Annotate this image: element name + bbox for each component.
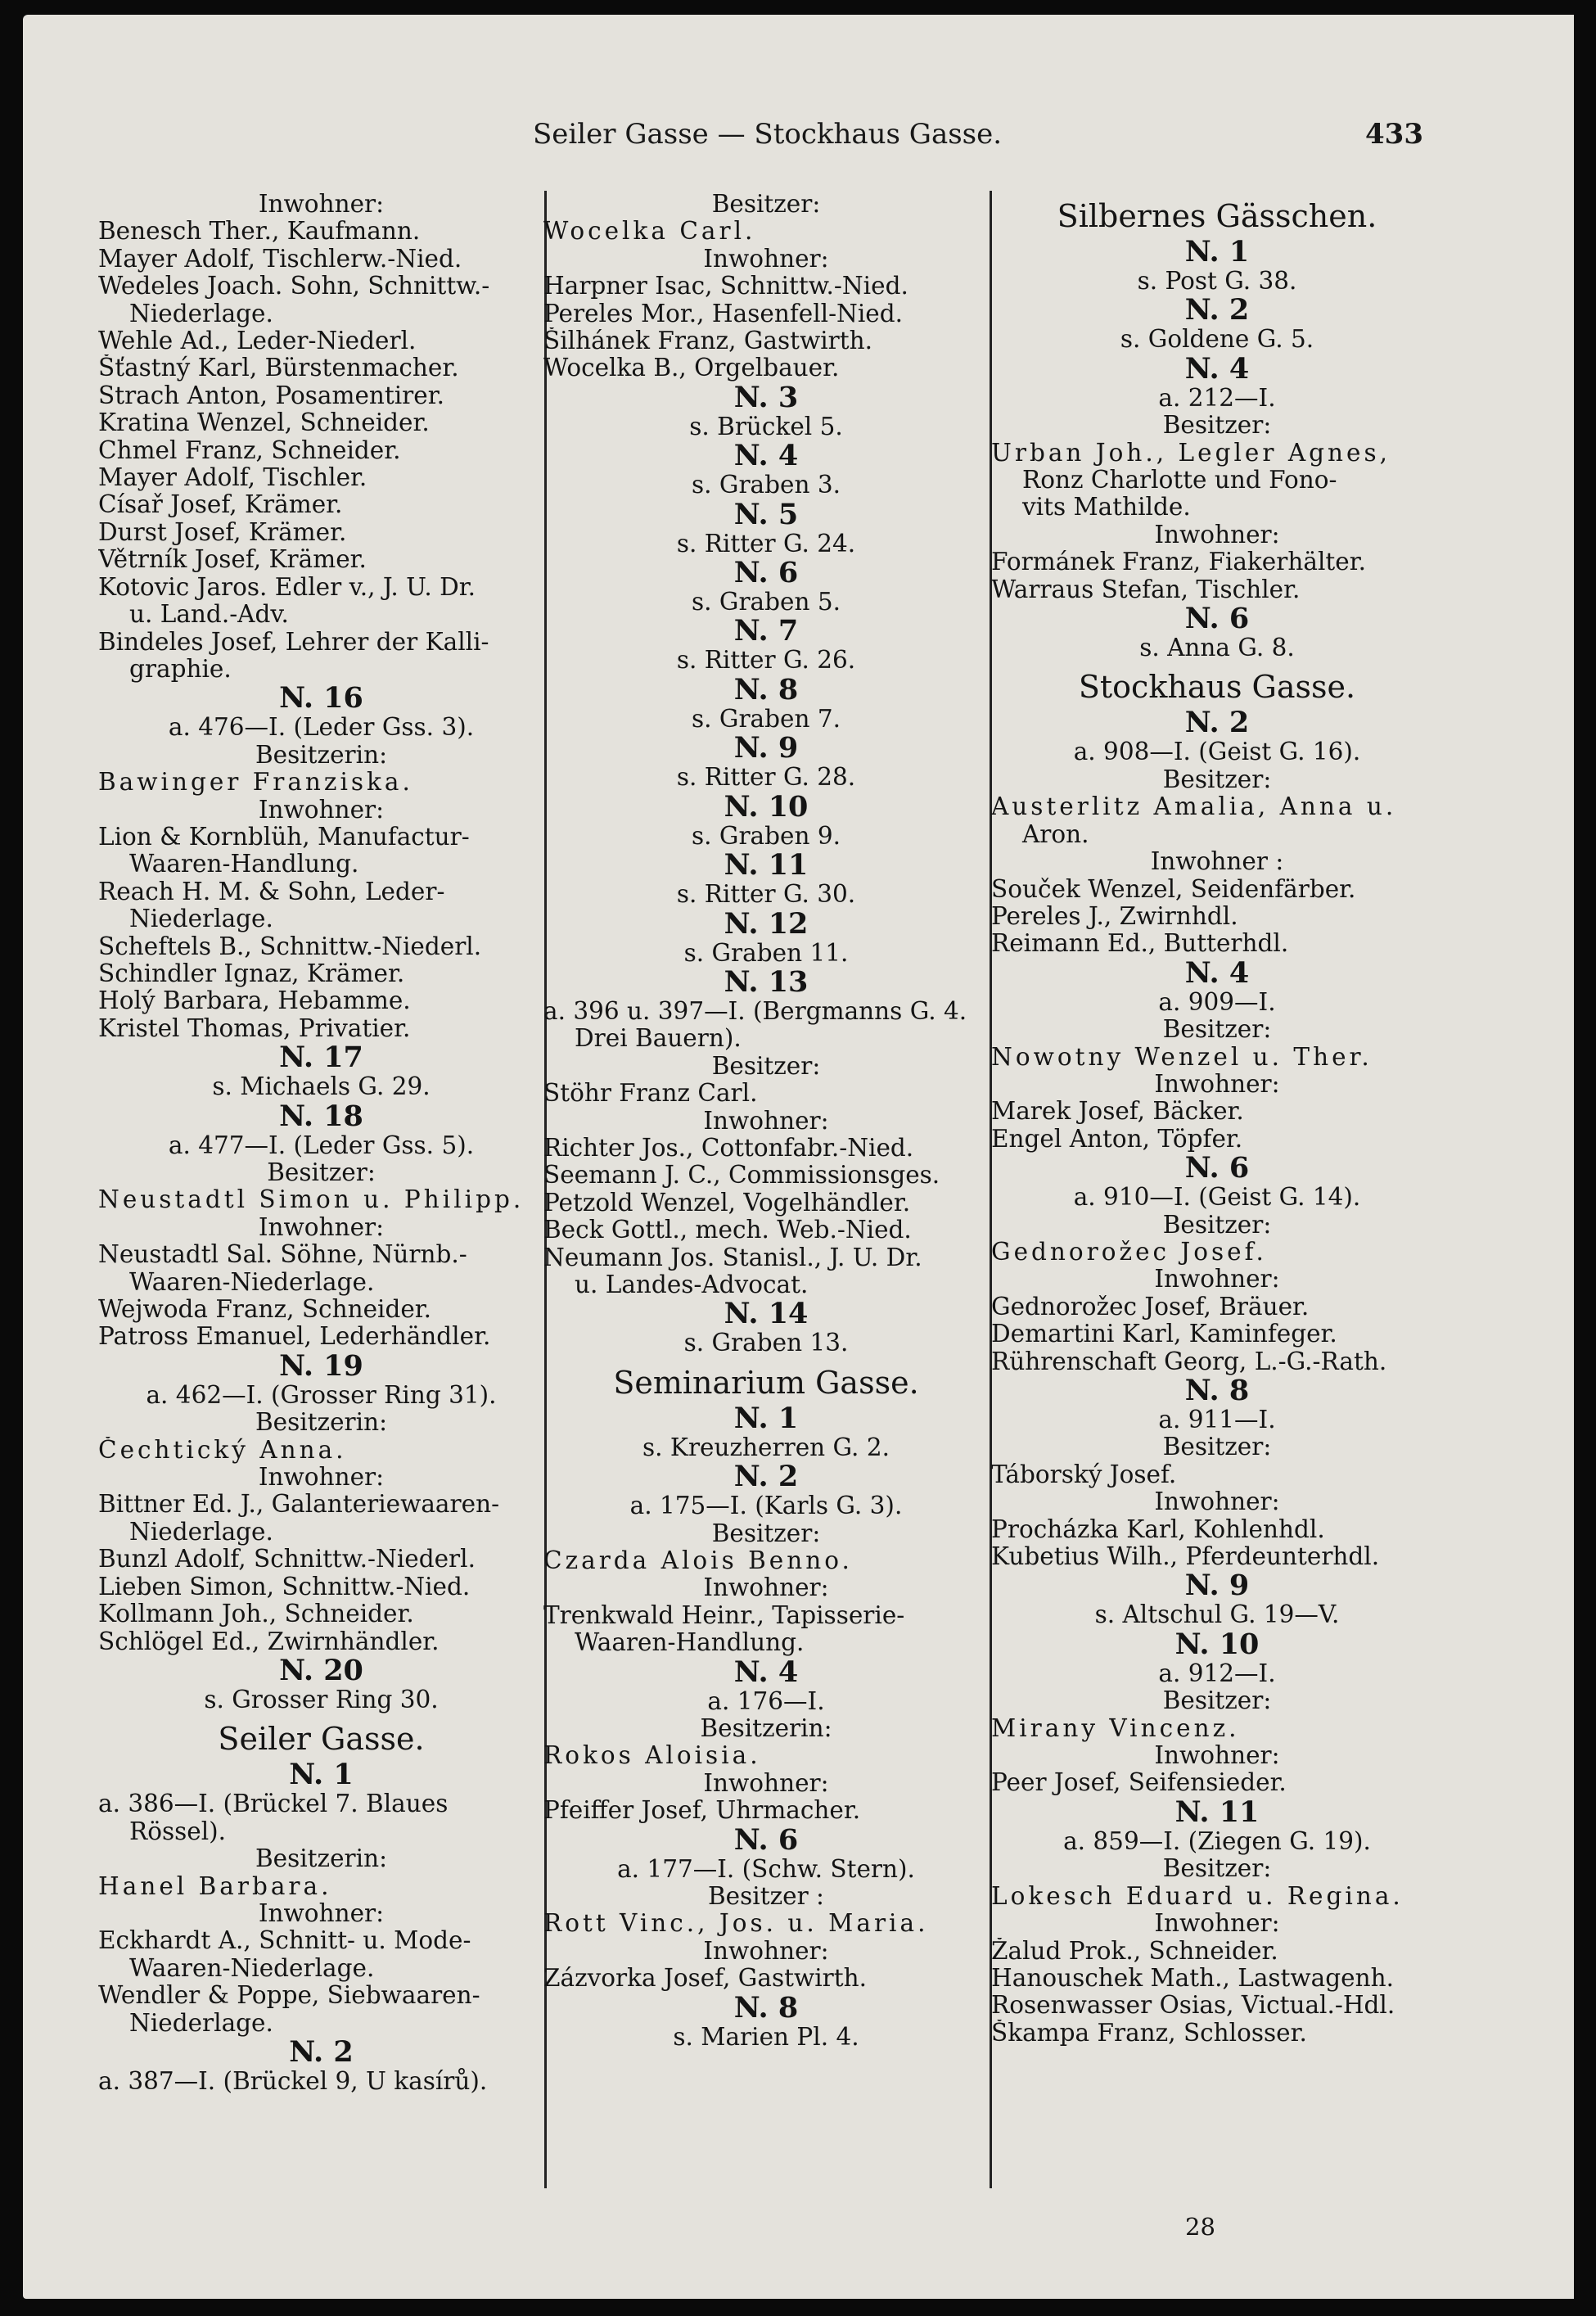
entry-line: Škampa Franz, Schlosser. bbox=[991, 2019, 1307, 2047]
centered-line: Inwohner: bbox=[1154, 521, 1280, 549]
entry-line: Kollmann Joh., Schneider. bbox=[98, 1600, 414, 1628]
house-number: N. 4 bbox=[733, 439, 799, 473]
centered-line: Inwohner: bbox=[258, 1213, 385, 1241]
centered-line: Inwohner: bbox=[1154, 1910, 1280, 1938]
centered-line: s. Anna G. 8. bbox=[1139, 634, 1295, 662]
entry-line: Warraus Stefan, Tischler. bbox=[991, 576, 1301, 603]
entry-line: Durst Josef, Krämer. bbox=[98, 518, 347, 546]
continuation-line: u. Landes-Advocat. bbox=[575, 1271, 809, 1298]
entry-line: Mayer Adolf, Tischlerw.-Nied. bbox=[98, 245, 462, 273]
continuation-line: Waaren-Niederlage. bbox=[129, 1268, 375, 1296]
entry-line: Seemann J. C., Commissionsges. bbox=[543, 1162, 940, 1190]
entry-line: Neumann Jos. Stanisl., J. U. Dr. bbox=[543, 1244, 922, 1271]
centered-line: Inwohner: bbox=[258, 796, 385, 824]
centered-line: Inwohner : bbox=[1150, 848, 1284, 876]
entry-line: Žalud Prok., Schneider. bbox=[991, 1937, 1278, 1965]
centered-line: a. 912—I. bbox=[1158, 1659, 1276, 1687]
centered-line: Besitzer: bbox=[1162, 412, 1272, 440]
entry-line: Wedeles Joach. Sohn, Schnittw.- bbox=[98, 273, 490, 300]
centered-line: a. 175—I. (Karls G. 3). bbox=[629, 1492, 903, 1520]
entry-line: Benesch Ther., Kaufmann. bbox=[98, 218, 421, 246]
centered-line: a. 476—I. (Leder Gss. 3). bbox=[168, 714, 475, 742]
street-heading: Seiler Gasse. bbox=[218, 1721, 425, 1758]
centered-line: Inwohner: bbox=[258, 1464, 385, 1492]
street-heading: Stockhaus Gasse. bbox=[1078, 669, 1356, 706]
entry-line: Scheftels B., Schnittw.-Niederl. bbox=[98, 932, 482, 960]
centered-line: Inwohner: bbox=[1154, 1742, 1280, 1770]
house-number: N. 11 bbox=[724, 848, 809, 883]
entry-line: Procházka Karl, Kohlenhdl. bbox=[991, 1515, 1325, 1543]
entry-line: Kubetius Wilh., Pferdeunterhdl. bbox=[991, 1543, 1380, 1571]
centered-line: Besitzer: bbox=[711, 191, 821, 218]
street-heading: Seminarium Gasse. bbox=[613, 1364, 919, 1401]
centered-line: Inwohner: bbox=[703, 1107, 829, 1135]
continuation-line: Waaren-Handlung. bbox=[575, 1629, 805, 1657]
house-number: N. 1 bbox=[289, 1758, 354, 1792]
centered-line: Inwohner: bbox=[1154, 1488, 1280, 1516]
centered-line: s. Ritter G. 24. bbox=[676, 530, 856, 558]
centered-line: a. 212—I. bbox=[1158, 384, 1276, 412]
continuation-line: Niederlage. bbox=[129, 300, 273, 327]
centered-line: s. Brückel 5. bbox=[689, 413, 843, 440]
entry-line: Šťastný Karl, Bürstenmacher. bbox=[98, 354, 459, 382]
house-number: N. 6 bbox=[733, 556, 799, 590]
centered-line: s. Goldene G. 5. bbox=[1120, 326, 1314, 354]
entry-line: Wejwoda Franz, Schneider. bbox=[98, 1296, 432, 1324]
entry-line: Kotovic Jaros. Edler v., J. U. Dr. bbox=[98, 573, 476, 601]
centered-line: Besitzer : bbox=[708, 1883, 824, 1911]
entry-line: Rosenwasser Osias, Victual.-Hdl. bbox=[991, 1992, 1395, 2020]
centered-line: Besitzer: bbox=[1162, 1211, 1272, 1239]
entry-line: Wendler & Poppe, Siebwaaren- bbox=[98, 1982, 480, 2010]
house-number: N. 5 bbox=[733, 497, 799, 531]
centered-line: s. Graben 9. bbox=[691, 822, 841, 850]
owner-line: Nowotny Wenzel u. Ther. bbox=[991, 1043, 1373, 1071]
centered-line: a. 859—I. (Ziegen G. 19). bbox=[1063, 1827, 1371, 1855]
centered-line: Inwohner: bbox=[703, 1574, 829, 1602]
entry-line: Zázvorka Josef, Gastwirth. bbox=[543, 1965, 867, 1993]
centered-line: a. 477—I. (Leder Gss. 5). bbox=[168, 1131, 475, 1159]
centered-line: s. Post G. 38. bbox=[1137, 268, 1297, 295]
entry-line: Stöhr Franz Carl. bbox=[543, 1080, 758, 1108]
centered-line: a. 462—I. (Grosser Ring 31). bbox=[146, 1381, 497, 1409]
house-number: N. 2 bbox=[733, 1460, 799, 1494]
continuation-line: graphie. bbox=[129, 655, 232, 683]
entry-line: Petzold Wenzel, Vogelhändler. bbox=[543, 1189, 911, 1217]
entry-line: Kratina Wenzel, Schneider. bbox=[98, 409, 430, 437]
continuation-line: Rössel). bbox=[129, 1817, 227, 1845]
entry-line: Richter Jos., Cottonfabr.-Nied. bbox=[543, 1134, 914, 1162]
owner-line: Rokos Aloisia. bbox=[543, 1742, 761, 1770]
page-number: 433 bbox=[1365, 118, 1423, 151]
entry-line: Rührenschaft Georg, L.-G.-Rath. bbox=[991, 1348, 1387, 1375]
centered-line: s. Graben 11. bbox=[683, 939, 849, 967]
entry-line: Peer Josef, Seifensieder. bbox=[991, 1769, 1287, 1797]
centered-line: Besitzer: bbox=[1162, 1016, 1272, 1044]
entry-line: a. 396 u. 397—I. (Bergmanns G. 4. bbox=[543, 997, 967, 1025]
entry-line: Engel Anton, Töpfer. bbox=[991, 1125, 1243, 1153]
owner-line: Urban Joh., Legler Agnes, bbox=[991, 439, 1391, 467]
entry-line: Neustadtl Sal. Söhne, Nürnb.- bbox=[98, 1241, 467, 1269]
continuation-line: Waaren-Handlung. bbox=[129, 851, 359, 878]
centered-line: s. Graben 3. bbox=[691, 472, 841, 499]
entry-line: Šilhánek Franz, Gastwirth. bbox=[543, 327, 872, 355]
house-number: N. 6 bbox=[733, 1822, 799, 1857]
signature-mark: 28 bbox=[1185, 2213, 1215, 2241]
owner-line: Wocelka Carl. bbox=[543, 218, 756, 246]
entry-line: Holý Barbara, Hebamme. bbox=[98, 987, 411, 1015]
entry-line: Formánek Franz, Fiakerhälter. bbox=[991, 549, 1366, 576]
house-number: N. 4 bbox=[1184, 351, 1250, 386]
column-1 bbox=[98, 191, 544, 2095]
entry-line: Pereles J., Zwirnhdl. bbox=[991, 902, 1238, 930]
centered-line: Inwohner: bbox=[258, 191, 385, 218]
house-number: N. 10 bbox=[724, 789, 809, 824]
entry-line: Beck Gottl., mech. Web.-Nied. bbox=[543, 1217, 912, 1244]
owner-line: Mirany Vincenz. bbox=[991, 1714, 1240, 1742]
house-number: N. 1 bbox=[1184, 235, 1250, 269]
centered-line: a. 911—I. bbox=[1158, 1406, 1276, 1433]
centered-line: a. 176—I. bbox=[707, 1687, 825, 1715]
entry-line: Marek Josef, Bäcker. bbox=[991, 1098, 1244, 1126]
centered-line: s. Michaels G. 29. bbox=[212, 1073, 431, 1101]
entry-line: Wehle Ad., Leder-Niederl. bbox=[98, 327, 417, 355]
entry-line: Souček Wenzel, Seidenfärber. bbox=[991, 875, 1356, 903]
house-number: N. 11 bbox=[1174, 1795, 1260, 1829]
entry-line: Lion & Kornblüh, Manufactur- bbox=[98, 823, 470, 851]
continuation-line: Aron. bbox=[1022, 820, 1089, 848]
continuation-line: Niederlage. bbox=[129, 1518, 273, 1546]
continuation-line: Waaren-Niederlage. bbox=[129, 1954, 375, 1982]
house-number: N. 13 bbox=[724, 964, 809, 999]
entry-line: Císař Josef, Krämer. bbox=[98, 491, 343, 519]
entry-line: Větrník Josef, Krämer. bbox=[98, 546, 367, 574]
entry-line: Reach H. M. & Sohn, Leder- bbox=[98, 878, 445, 905]
house-number: N. 3 bbox=[733, 380, 799, 414]
owner-line: Austerlitz Amalia, Anna u. bbox=[991, 793, 1397, 821]
page-header bbox=[23, 118, 1574, 167]
owner-line: Hanel Barbara. bbox=[98, 1872, 332, 1900]
entry-line: Mayer Adolf, Tischler. bbox=[98, 464, 367, 492]
centered-line: Besitzer: bbox=[711, 1519, 821, 1547]
continuation-line: Ronz Charlotte und Fono- bbox=[1022, 467, 1337, 494]
entry-line: Lieben Simon, Schnittw.-Nied. bbox=[98, 1573, 471, 1600]
centered-line: Inwohner: bbox=[703, 1769, 829, 1797]
house-number: N. 1 bbox=[733, 1401, 799, 1435]
house-number: N. 2 bbox=[1184, 706, 1250, 740]
entry-line: Demartini Karl, Kaminfeger. bbox=[991, 1321, 1337, 1348]
centered-line: Besitzerin: bbox=[255, 1845, 388, 1873]
street-heading: Silbernes Gässchen. bbox=[1057, 198, 1377, 234]
centered-line: Inwohner: bbox=[1154, 1266, 1280, 1293]
entry-line: Gednorožec Josef, Bräuer. bbox=[991, 1293, 1310, 1321]
entry-line: Pereles Mor., Hasenfell-Nied. bbox=[543, 300, 903, 327]
house-number: N. 12 bbox=[724, 906, 809, 941]
centered-line: s. Ritter G. 26. bbox=[676, 647, 856, 675]
centered-line: s. Altschul G. 19—V. bbox=[1094, 1601, 1340, 1629]
owner-line: Čechtický Anna. bbox=[98, 1436, 347, 1464]
entry-line: Strach Anton, Posamentirer. bbox=[98, 381, 444, 409]
owner-line: Czarda Alois Benno. bbox=[543, 1547, 853, 1574]
house-number: N. 14 bbox=[724, 1297, 809, 1331]
centered-line: s. Kreuzherren G. 2. bbox=[642, 1433, 890, 1461]
centered-line: Besitzer: bbox=[1162, 765, 1272, 793]
centered-line: Inwohner: bbox=[1154, 1070, 1280, 1098]
centered-line: Besitzerin: bbox=[255, 1409, 388, 1437]
document-page bbox=[23, 15, 1574, 2299]
owner-line: Lokesch Eduard u. Regina. bbox=[991, 1882, 1404, 1910]
owner-line: Bawinger Franziska. bbox=[98, 769, 413, 797]
continuation-line: u. Land.-Adv. bbox=[129, 601, 289, 629]
centered-line: Besitzer: bbox=[1162, 1433, 1272, 1461]
entry-line: Táborský Josef. bbox=[991, 1460, 1177, 1488]
centered-line: Inwohner: bbox=[258, 1899, 385, 1927]
entry-line: Harpner Isac, Schnittw.-Nied. bbox=[543, 273, 908, 300]
centered-line: s. Graben 7. bbox=[691, 705, 841, 733]
centered-line: s. Graben 13. bbox=[683, 1330, 849, 1357]
centered-line: a. 908—I. (Geist G. 16). bbox=[1073, 738, 1361, 766]
centered-line: Inwohner: bbox=[703, 245, 829, 273]
centered-line: Besitzerin: bbox=[255, 741, 388, 769]
house-number: N. 20 bbox=[279, 1653, 363, 1687]
house-number: N. 17 bbox=[279, 1041, 363, 1075]
entry-line: Pfeiffer Josef, Uhrmacher. bbox=[543, 1797, 861, 1825]
centered-line: s. Ritter G. 28. bbox=[676, 764, 856, 792]
entry-line: a. 386—I. (Brückel 7. Blaues bbox=[98, 1790, 449, 1818]
house-number: N. 6 bbox=[1184, 602, 1250, 636]
owner-line: Neustadtl Simon u. Philipp. bbox=[98, 1186, 525, 1214]
house-number: N. 6 bbox=[1184, 1151, 1250, 1185]
entry-line: Hanouschek Math., Lastwagenh. bbox=[991, 1964, 1394, 1992]
owner-line: Rott Vinc., Jos. u. Maria. bbox=[543, 1910, 929, 1938]
house-number: N. 7 bbox=[733, 614, 799, 648]
centered-line: a. 909—I. bbox=[1158, 988, 1276, 1016]
entry-line: a. 387—I. (Brückel 9, U kasírů). bbox=[98, 2067, 488, 2095]
owner-line: Gednorožec Josef. bbox=[991, 1238, 1267, 1266]
house-number: N. 8 bbox=[1184, 1374, 1250, 1407]
centered-line: s. Graben 5. bbox=[691, 589, 841, 616]
house-number: N. 9 bbox=[1184, 1569, 1250, 1603]
entry-line: Trenkwald Heinr., Tapisserie- bbox=[543, 1601, 905, 1629]
centered-line: s. Marien Pl. 4. bbox=[673, 2023, 859, 2051]
house-number: N. 2 bbox=[1184, 293, 1250, 327]
entry-line: Wocelka B., Orgelbauer. bbox=[543, 354, 840, 382]
entry-line: Reimann Ed., Butterhdl. bbox=[991, 930, 1289, 958]
house-number: N. 16 bbox=[279, 681, 363, 716]
house-number: N. 10 bbox=[1174, 1627, 1260, 1661]
entry-line: Eckhardt A., Schnitt- u. Mode- bbox=[98, 1927, 471, 1955]
centered-line: Besitzer: bbox=[267, 1159, 376, 1186]
column-2 bbox=[543, 191, 989, 2051]
continuation-line: Niederlage. bbox=[129, 2009, 273, 2037]
entry-line: Kristel Thomas, Privatier. bbox=[98, 1014, 411, 1042]
house-number: N. 8 bbox=[733, 1990, 799, 2025]
continuation-line: vits Mathilde. bbox=[1022, 494, 1191, 521]
entry-line: Schindler Ignaz, Krämer. bbox=[98, 959, 405, 987]
house-number: N. 9 bbox=[733, 731, 799, 765]
house-number: N. 4 bbox=[1184, 955, 1250, 990]
centered-line: Besitzer: bbox=[1162, 1855, 1272, 1883]
continuation-line: Niederlage. bbox=[129, 905, 273, 933]
entry-line: Chmel Franz, Schneider. bbox=[98, 436, 401, 464]
house-number: N. 19 bbox=[279, 1348, 363, 1383]
entry-line: Schlögel Ed., Zwirnhändler. bbox=[98, 1628, 440, 1655]
house-number: N. 8 bbox=[733, 672, 799, 707]
centered-line: a. 910—I. (Geist G. 14). bbox=[1073, 1184, 1361, 1212]
centered-line: Inwohner: bbox=[703, 1937, 829, 1965]
centered-line: Besitzer: bbox=[1162, 1687, 1272, 1715]
centered-line: a. 177—I. (Schw. Stern). bbox=[617, 1855, 915, 1883]
entry-line: Patross Emanuel, Lederhändler. bbox=[98, 1323, 491, 1351]
centered-line: s. Ritter G. 30. bbox=[676, 881, 856, 909]
centered-line: Besitzer: bbox=[711, 1052, 821, 1080]
centered-line: Besitzerin: bbox=[700, 1715, 832, 1743]
continuation-line: Drei Bauern). bbox=[575, 1025, 742, 1053]
house-number: N. 18 bbox=[279, 1099, 363, 1133]
running-title: Seiler Gasse — Stockhaus Gasse. bbox=[533, 118, 1003, 151]
house-number: N. 2 bbox=[289, 2034, 354, 2069]
entry-line: Bindeles Josef, Lehrer der Kalli- bbox=[98, 628, 489, 656]
entry-line: Bunzl Adolf, Schnittw.-Niederl. bbox=[98, 1546, 476, 1573]
column-3 bbox=[991, 191, 1443, 2047]
entry-line: Bittner Ed. J., Galanteriewaaren- bbox=[98, 1491, 500, 1519]
centered-line: s. Grosser Ring 30. bbox=[204, 1686, 439, 1713]
house-number: N. 4 bbox=[733, 1655, 799, 1689]
